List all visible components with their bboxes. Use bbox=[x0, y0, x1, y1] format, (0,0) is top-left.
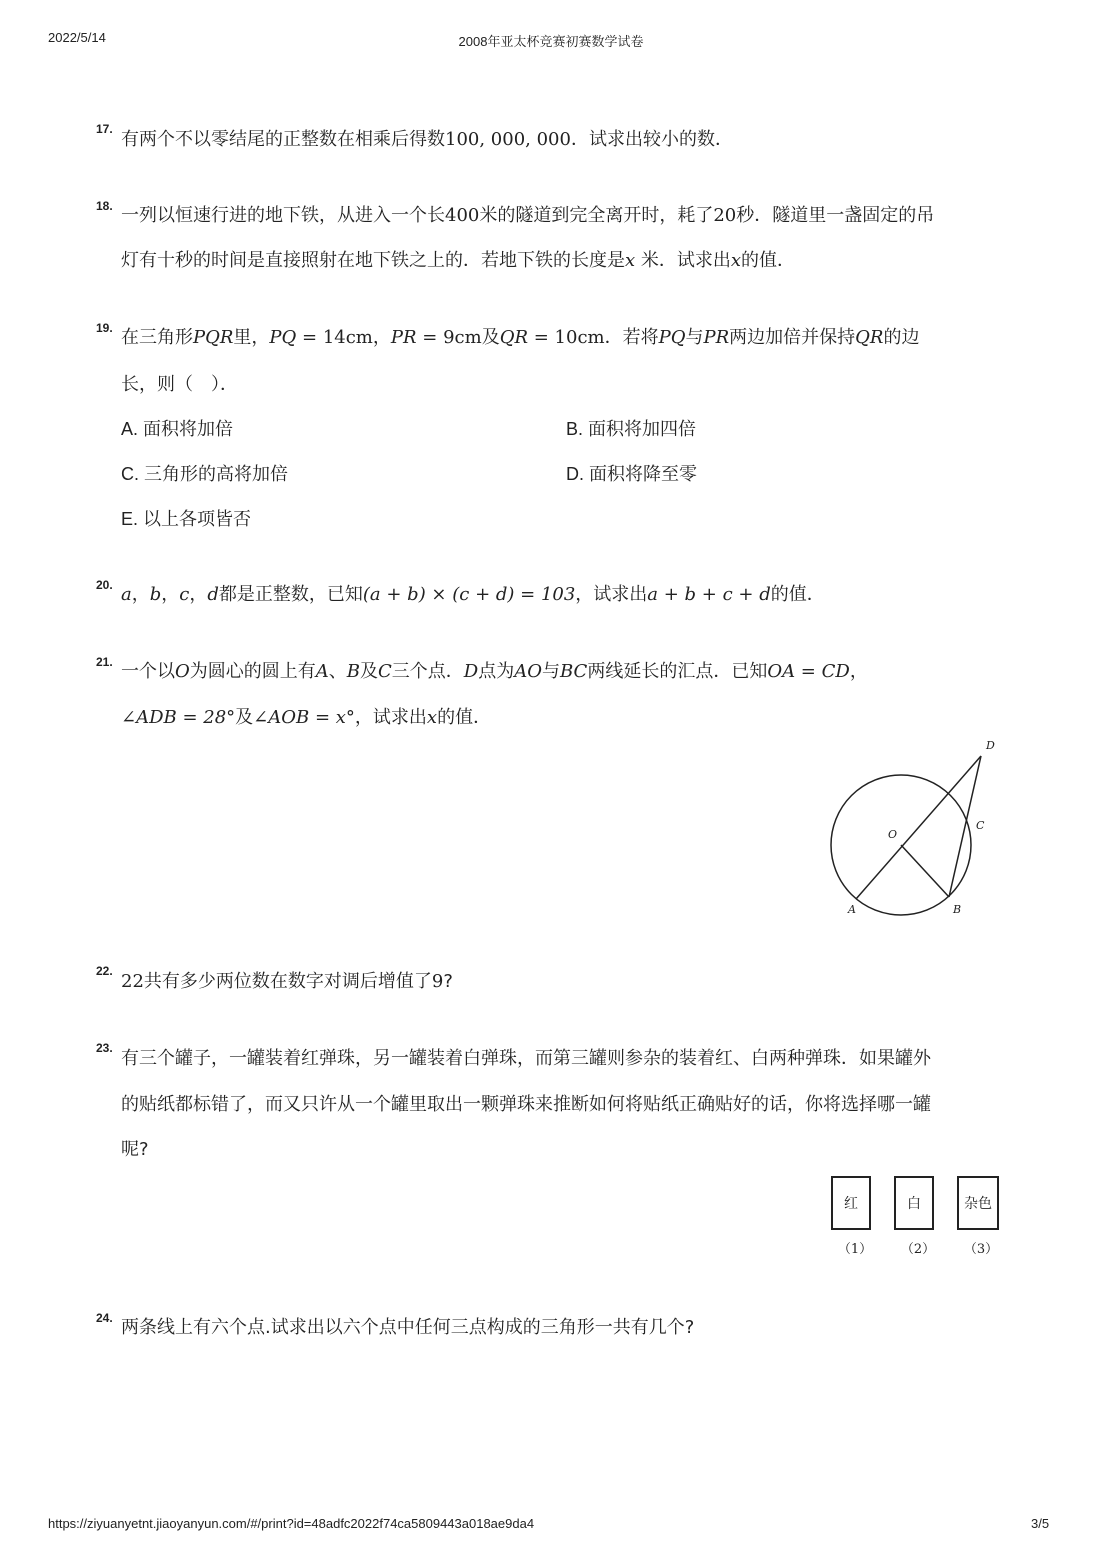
line-ob bbox=[901, 845, 949, 897]
label-a: A bbox=[848, 903, 856, 916]
label-d: D bbox=[986, 739, 995, 752]
option-b: B. 面积将加四倍 bbox=[566, 419, 697, 439]
question-number: 18. bbox=[96, 199, 113, 213]
question-number: 20. bbox=[96, 578, 113, 592]
question-text-line-2: 灯有十秒的时间是直接照射在地下铁之上的．若地下铁的长度是x 米．试求出x的值． bbox=[121, 250, 796, 271]
jar-2-label: 白 bbox=[894, 1176, 934, 1230]
label-c: C bbox=[976, 819, 985, 832]
question-text: 有两个不以零结尾的正整数在相乘后得数100, 000, 000．试求出较小的数． bbox=[121, 129, 733, 150]
question-text-line-1: 有三个罐子，一罐装着红弹珠，另一罐装着白弹珠，而第三罐则参杂的装着红、白两种弹珠．如果罐外 bbox=[121, 1048, 931, 1069]
question-text: 两条线上有六个点.试求出以六个点中任何三点构成的三角形一共有几个? bbox=[121, 1317, 695, 1338]
question-number: 22. bbox=[96, 964, 113, 978]
jar-3-caption: （3） bbox=[963, 1242, 999, 1257]
question-text-line-1: 在三角形PQR里，PQ = 14cm，PR = 9cm及QR = 10cm．若将PQ与PR两边加倍并保持QR的边 bbox=[121, 327, 920, 348]
jar-2-caption: （2） bbox=[900, 1242, 936, 1257]
page-url: https://ziyuanyetnt.jiaoyanyun.com/#/print?id=48adfc2022f74ca5809443a018ae9da4 bbox=[48, 1516, 535, 1531]
question-text-line-2: ∠ADB = 28°及∠AOB = x°，试求出x的值． bbox=[121, 707, 492, 728]
question-number: 21. bbox=[96, 655, 113, 669]
option-a: A. 面积将加倍 bbox=[121, 419, 234, 439]
option-e: E. 以上各项皆否 bbox=[121, 509, 252, 529]
question-text-line-2: 长，则（ ）． bbox=[121, 374, 238, 395]
jar-1-caption: （1） bbox=[837, 1242, 873, 1257]
question-number: 23. bbox=[96, 1041, 113, 1055]
question-text-line-1: 一列以恒速行进的地下铁，从进入一个长400米的隧道到完全离开时，耗了20秒．隧道里一盏固定的吊 bbox=[121, 205, 935, 226]
jar-1-label: 红 bbox=[831, 1176, 871, 1230]
question-text-line-2: 的贴纸都标错了，而又只许从一个罐里取出一颗弹珠来推断如何将贴纸正确贴好的话，你将选择哪一罐 bbox=[121, 1094, 931, 1115]
page-title: 2008年亚太杯竞赛初赛数学试卷 bbox=[458, 34, 644, 49]
question-number: 24. bbox=[96, 1311, 113, 1325]
question-text: a，b，c，d都是正整数，已知(a + b) × (c + d) = 103，试求出a + b + c + d的值． bbox=[121, 584, 825, 605]
jar-3-label: 杂色 bbox=[957, 1176, 999, 1230]
circle-geometry-figure bbox=[820, 735, 1010, 925]
question-text: 22共有多少两位数在数字对调后增值了9? bbox=[121, 971, 453, 992]
print-date: 2022/5/14 bbox=[48, 30, 106, 45]
option-c: C. 三角形的高将加倍 bbox=[121, 464, 289, 484]
question-number: 19. bbox=[96, 321, 113, 335]
label-o: O bbox=[888, 828, 898, 841]
question-number: 17. bbox=[96, 122, 113, 136]
page-number: 3/5 bbox=[1031, 1516, 1050, 1531]
question-text-line-3: 呢? bbox=[121, 1139, 149, 1160]
option-d: D. 面积将降至零 bbox=[566, 464, 698, 484]
label-b: B bbox=[953, 903, 962, 916]
question-text-line-1: 一个以O为圆心的圆上有A、B及C三个点．D点为AO与BC两线延长的汇点．已知OA = CD， bbox=[121, 661, 868, 682]
